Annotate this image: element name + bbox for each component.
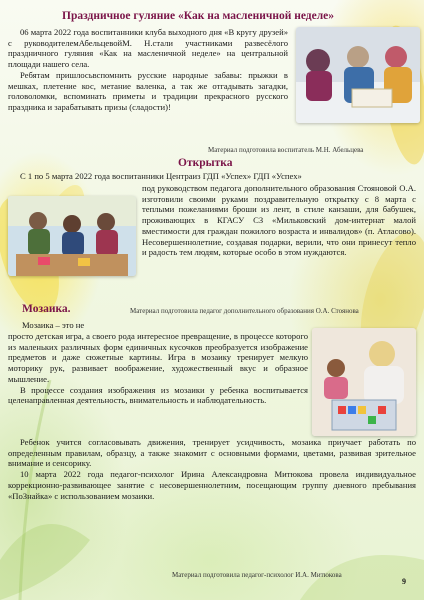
section3-paragraph: 10 марта 2022 года педагог-психолог Ирина Александровна Митюкова провела индивидуальное коррекционно-развивающее занятие с несовершеннолетним, посещающим группу дневного пребывания «ПоЗнайка» с использованием мозаики.	[8, 469, 416, 501]
section2-credit: Материал подготовила педагог дополнительного образования О.А. Стоянова	[130, 307, 359, 315]
section1-title: Праздничное гуляние «Как на масленичной неделе»	[62, 10, 335, 22]
section3-title: Мозаика.	[22, 303, 71, 315]
section1-text	[8, 27, 288, 113]
section1-paragraph: 06 марта 2022 года воспитанники клуба выходного дня «В кругу друзей» с руководителемАбельцевойМ. Н.стали участниками развесёлого праздничного гуляния «Как на масленичной неделе» на центральной площади нашего села.	[8, 27, 288, 70]
section3-paragraph: просто детская игра, а своего рода интересное превращение, в процессе которого из маленьких различных форм единичных кусочков преобразуется изображение предметов и даже сюжетные картины. Игра в мозаику тренирует мелкую моторику рук, развивает воображение, художественный вкус и образное мышление.	[8, 331, 308, 384]
section3-text-top	[8, 331, 308, 406]
postcard-class-photo	[8, 196, 136, 276]
section2-title: Открытка	[178, 157, 233, 169]
section3-paragraph: В процессе создания изображения из мозаики у ребенка воспитывается целенаправленная деятельность, внимательность и наблюдательность.	[8, 384, 308, 406]
section2-intro: С 1 по 5 марта 2022 года воспитанники Центраиз ГДП «Успех» ГДП «Успех»	[20, 171, 302, 181]
section3-paragraph: Ребенок учится согласовывать движения, тренирует усидчивость, мозаика приучает работать по определенным правилам, образцу, а также знакомит с основными формами, цветами, развивая зрительное внимание и сенсорику.	[8, 437, 416, 469]
section1-paragraph: Ребятам пришлосьвспомнить русские народные забавы: прыжки в мешках, плетение кос, метание валенка, а так же отгадывать загадки, головоломки, вспоминать приметы и традиции прекрасного русского праздника и зарабатывать призы (сладости)!	[8, 69, 288, 112]
maslenitsa-photo	[296, 27, 420, 123]
page-number: 9	[402, 577, 406, 586]
section2-body: под руководством педагога дополнительного образования Стояновой О.А. изготовили своими руками поздравительную открытку с 8 марта с теплыми пожеланиями броши из лент, в стиле канзаши, для бабушек, проживающих в КГАСУ СЗ «Мильковский дом-интернат малой вместимости для граждан пожилого возраста и инвалидов» (п. Атласово). Несовершеннолетние, создавая подарки, верили, что они принесут тепло и радость тем людям, которые особо в этом нуждаются.	[142, 183, 416, 258]
section3-lead: Мозаика – это не	[22, 320, 85, 330]
section3-credit: Материал подготовила педагог-психолог И.А. Митюкова	[172, 571, 342, 579]
section1-credit: Материал подготовила воспитатель М.Н. Абельцева	[208, 146, 364, 154]
mosaic-photo	[312, 328, 416, 436]
section3-text-bottom	[8, 437, 416, 501]
